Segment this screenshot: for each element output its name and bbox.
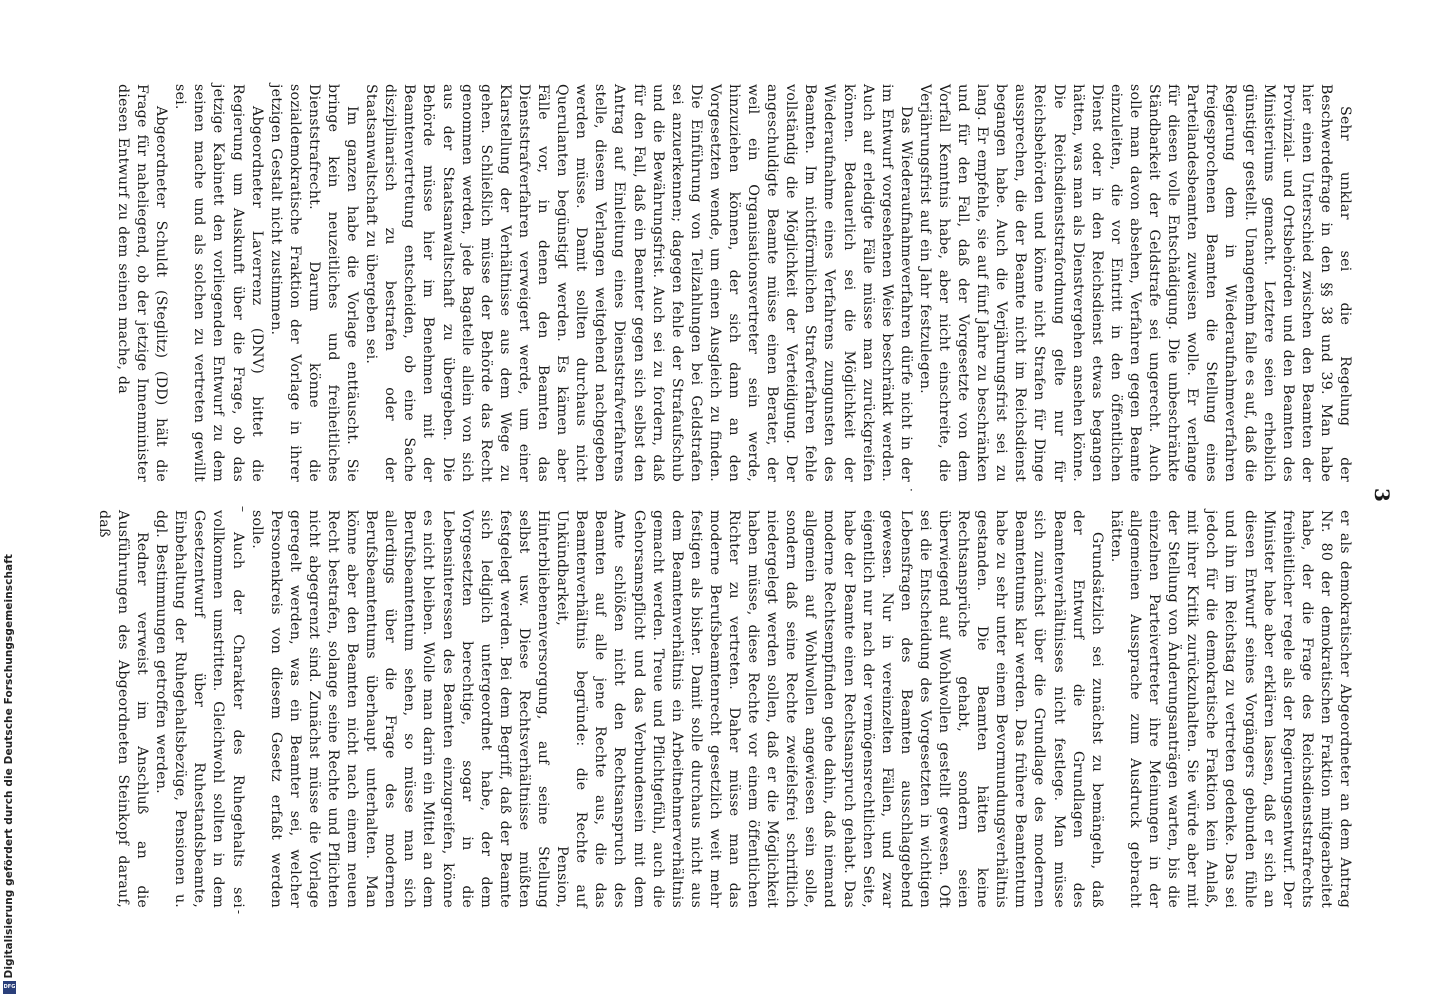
print-mark: - <box>232 910 246 915</box>
paragraph: Abgeordneter Schuldt (Steglitz) (DD) hält die Frage für naheliegend, ob der jetzige Innenminister diesen Entwurf zu dem seinen mache, da <box>115 84 170 482</box>
paragraph: Das Wiederaufnahmeverfahren dürfe nicht in der im Entwurf vorgesehenen Weise beschränkt werden. Auch auf erledigte Fälle müsse man zurückgreifen können. Bedauerlich sei die Möglichkeit der Wiederaufnahme eines Verfahrens zungunsten des Beamten. Im nichtförmlichen Strafverfahren fehle vollständig die Möglichkeit der Verteidigung. Der angeschuldigte Beamte müsse einen Berater, der weil ein Organisationsvertreter sein werde, hinzuziehen können, der sich dann an den Vorgesetzten wende, um einen Ausgleich zu finden. Die Einführung von Teilzahlungen bei Geldstrafen sei anzuerkennen; dagegen fehle der Strafaufschub und die Bewährungsfrist. Auch sei zu fordern, daß für den Fall, daß ein Beamter gegen sich selbst den Antrag auf Einleitung eines Dienststrafverfahrens stelle, diesem Verlangen weitgehend nachgegeben werden müsse. Damit sollten durchaus nicht Querulanten begünstigt werden. Es kämen aber Fälle vor, in denen den Beamten das Dienststrafverfahren verweigert werde, um einer Klarstellung der Verhältnisse aus dem Wege zu gehen. Schließlich müsse der Behörde das Recht genommen werden, jede Bagatelle allein von sich aus der Staatsanwaltschaft zu übergeben. Die Behörde müsse hier im Benehmen mit der Beamtenvertretung entscheiden, ob eine Sache disziplinarisch zu bestrafen oder der Staatsanwaltschaft zu übergeben sei. <box>363 84 914 482</box>
paragraph: er als demokratischer Abgeordneter an dem Antrag Nr. 80 der demokratischen Fraktion mitgearbeitet habe, der die Frage des Reichsdienststrafrechts freiheitlicher regele als der Regierungsentwurf. Der Minister habe aber erklären lassen, daß er sich an diesen Entwurf seines Vorgängers gebunden fühle und ihn im Reichstag zu vertreten gedenke. Das sei jedoch für die demokratische Fraktion kein Anlaß, mit ihrer Kritik zurückzuhalten. Sie würde aber mit der Stellung von Änderungsanträgen warten, bis die einzelnen Parteivertreter ihre Meinungen in der allgemeinen Aussprache zum Ausdruck gebracht hätten. <box>1107 510 1353 908</box>
paragraph: Auch der Charakter des Ruhegehalts sei vollkommen umstritten. Gleichwohl sollten in dem Gesetzentwurf über Ruhestandsbeamte, Einbehaltung der Ruhegehaltsbezüge, Pensionen u. dgl. Bestimmungen getroffen werden. <box>153 510 246 908</box>
page-number: 3 <box>1370 488 1394 502</box>
footer-credit <box>3 553 17 994</box>
paragraph: Abgeordneter Laverrenz (DNV) bittet die Regierung um Auskunft über die Frage, ob das jetzige Kabinett den vorliegenden Entwurf zu dem seinen mache und als solchen zu vertreten gewillt sei. <box>172 84 265 482</box>
print-mark: – <box>236 506 250 512</box>
text-column-left <box>115 84 1354 482</box>
funding-credit-text: Digitalisierung gefördert durch die Deutsche Forschungsgemeinschaft <box>3 553 15 978</box>
print-mark: · <box>904 488 918 492</box>
dfg-logo-icon: DFG <box>3 981 16 994</box>
paragraph: Sehr unklar sei die Regelung der Beschwerdefrage in den §§ 38 und 39. Man habe hier einen Unterschied zwischen den Beamten der Provinzial- und Ortsbehörden und den Beamten des Ministeriums gemacht. Letztere seien erheblich günstiger gestellt. Unangenehm falle es auf, daß die Regierung dem in Wiederaufnahmeverfahren freigesprochenen Beamten die Stellung eines Parteilandesbeamten zuweisen wolle. Er verlange für diesen volle Entschädigung. Die unbeschränkte Ständbarkeit der Geldstrafe sei ungerecht. Auch solle man davon absehen, Verfahren gegen Beamte einzuleiten, die vor Eintritt in den öffentlichen Dienst oder in den Reichsdienst etwas begangen hätten, was man als Dienstvergehen ansehen könne. Die Reichsdienststrafordnung gelte nur für Reichsbehörden und könne nicht Strafen für Dinge aussprechen, die der Beamte nicht im Reichsdienst begangen habe. Auch die Verjährungsfrist sei zu lang. Er empfehle, sie auf fünf Jahre zu beschränken und für den Fall, daß der Vorgesetzte von dem Vorfall Kenntnis habe, aber nicht einschreite, die Verjährungsfrist auf ein Jahr festzulegen. <box>916 84 1353 482</box>
paragraph: Redner verweist im Anschluß an die Ausführungen des Abgeordneten Steinkopf darauf, daß <box>95 510 151 908</box>
paragraph: Grundsätzlich sei zunächst zu bemängeln, daß der Entwurf die Grundlagen des Beamtenverhältnisses nicht festlege. Man müsse sich zunächst über die Grundlage des modernen Beamtentums klar werden. Das frühere Beamtentum habe zu sehr unter einem Bevormundungsverhältnis gestanden. Die Beamten hätten keine Rechtsansprüche gehabt, sondern seien überwiegend auf Wohlwollen gestellt gewesen. Oft sei die Entscheidung des Vorgesetzten in wichtigen Lebensfragen des Beamten ausschlaggebend gewesen. Nur in vereinzelten Fällen, und zwar eigentlich nur nach der vermögensrechtlichen Seite, habe der Beamte einen Rechtsanspruch gehabt. Das moderne Rechtsempfinden gehe dahin, daß niemand allgemein auf Wohlwollen angewiesen sein solle, sondern daß seine Rechte zweifelsfrei schriftlich niedergelegt werden sollen, daß er die Möglichkeit haben müsse, diese Rechte vor einem öffentlichen Richter zu vertreten. Daher müsse man das moderne Berufsbeamtenrecht gesetzlich weit mehr festigen als bisher. Damit solle durchaus nicht aus dem Beamtenverhältnis ein Arbeitnehmerverhältnis gemacht werden. Treue und Pflichtgefühl, auch die Gehorsamspflicht und das Verbundensein mit dem Amte schlößen nicht den Rechtsanspruch des Beamten auf alle jene Rechte aus, die das Beamtenverhältnis begründe: die Rechte auf Unkündbarkeit, Pension, Hinterbliebenenversorgung, auf seine Stellung selbst usw. Diese Rechtsverhältnisse müßten festgelegt werden. Bei dem Begriff, daß der Beamte sich lediglich untergeordnet habe, der dem Vorgesetzten berechtige, sogar in die Lebensinteressen des Beamten einzugreifen, könne es nicht bleiben. Wolle man darin ein Mittel an dem Berufsbeamtentum sehen, so müsse man sich allerdings über die Frage des modernen Berufsbeamtentums überhaupt unterhalten. Man könne aber den Beamten nicht nach einem neuen Recht bestrafen, solange seine Rechte und Pflichten nicht abgegrenzt sind. Zunächst müsse die Vorlage geregelt werden, was ein Beamter sei, welcher Personenkreis von diesem Gesetz erfaßt werden solle. <box>248 510 1105 908</box>
paragraph: Im ganzen habe die Vorlage enttäuscht. Sie bringe kein neuzeitliches und freiheitliches Dienststrafrecht. Darum könne die sozialdemokratische Fraktion der Vorlage in ihrer jetzigen Gestalt nicht zustimmen. <box>267 84 361 482</box>
text-column-right <box>95 510 1354 908</box>
